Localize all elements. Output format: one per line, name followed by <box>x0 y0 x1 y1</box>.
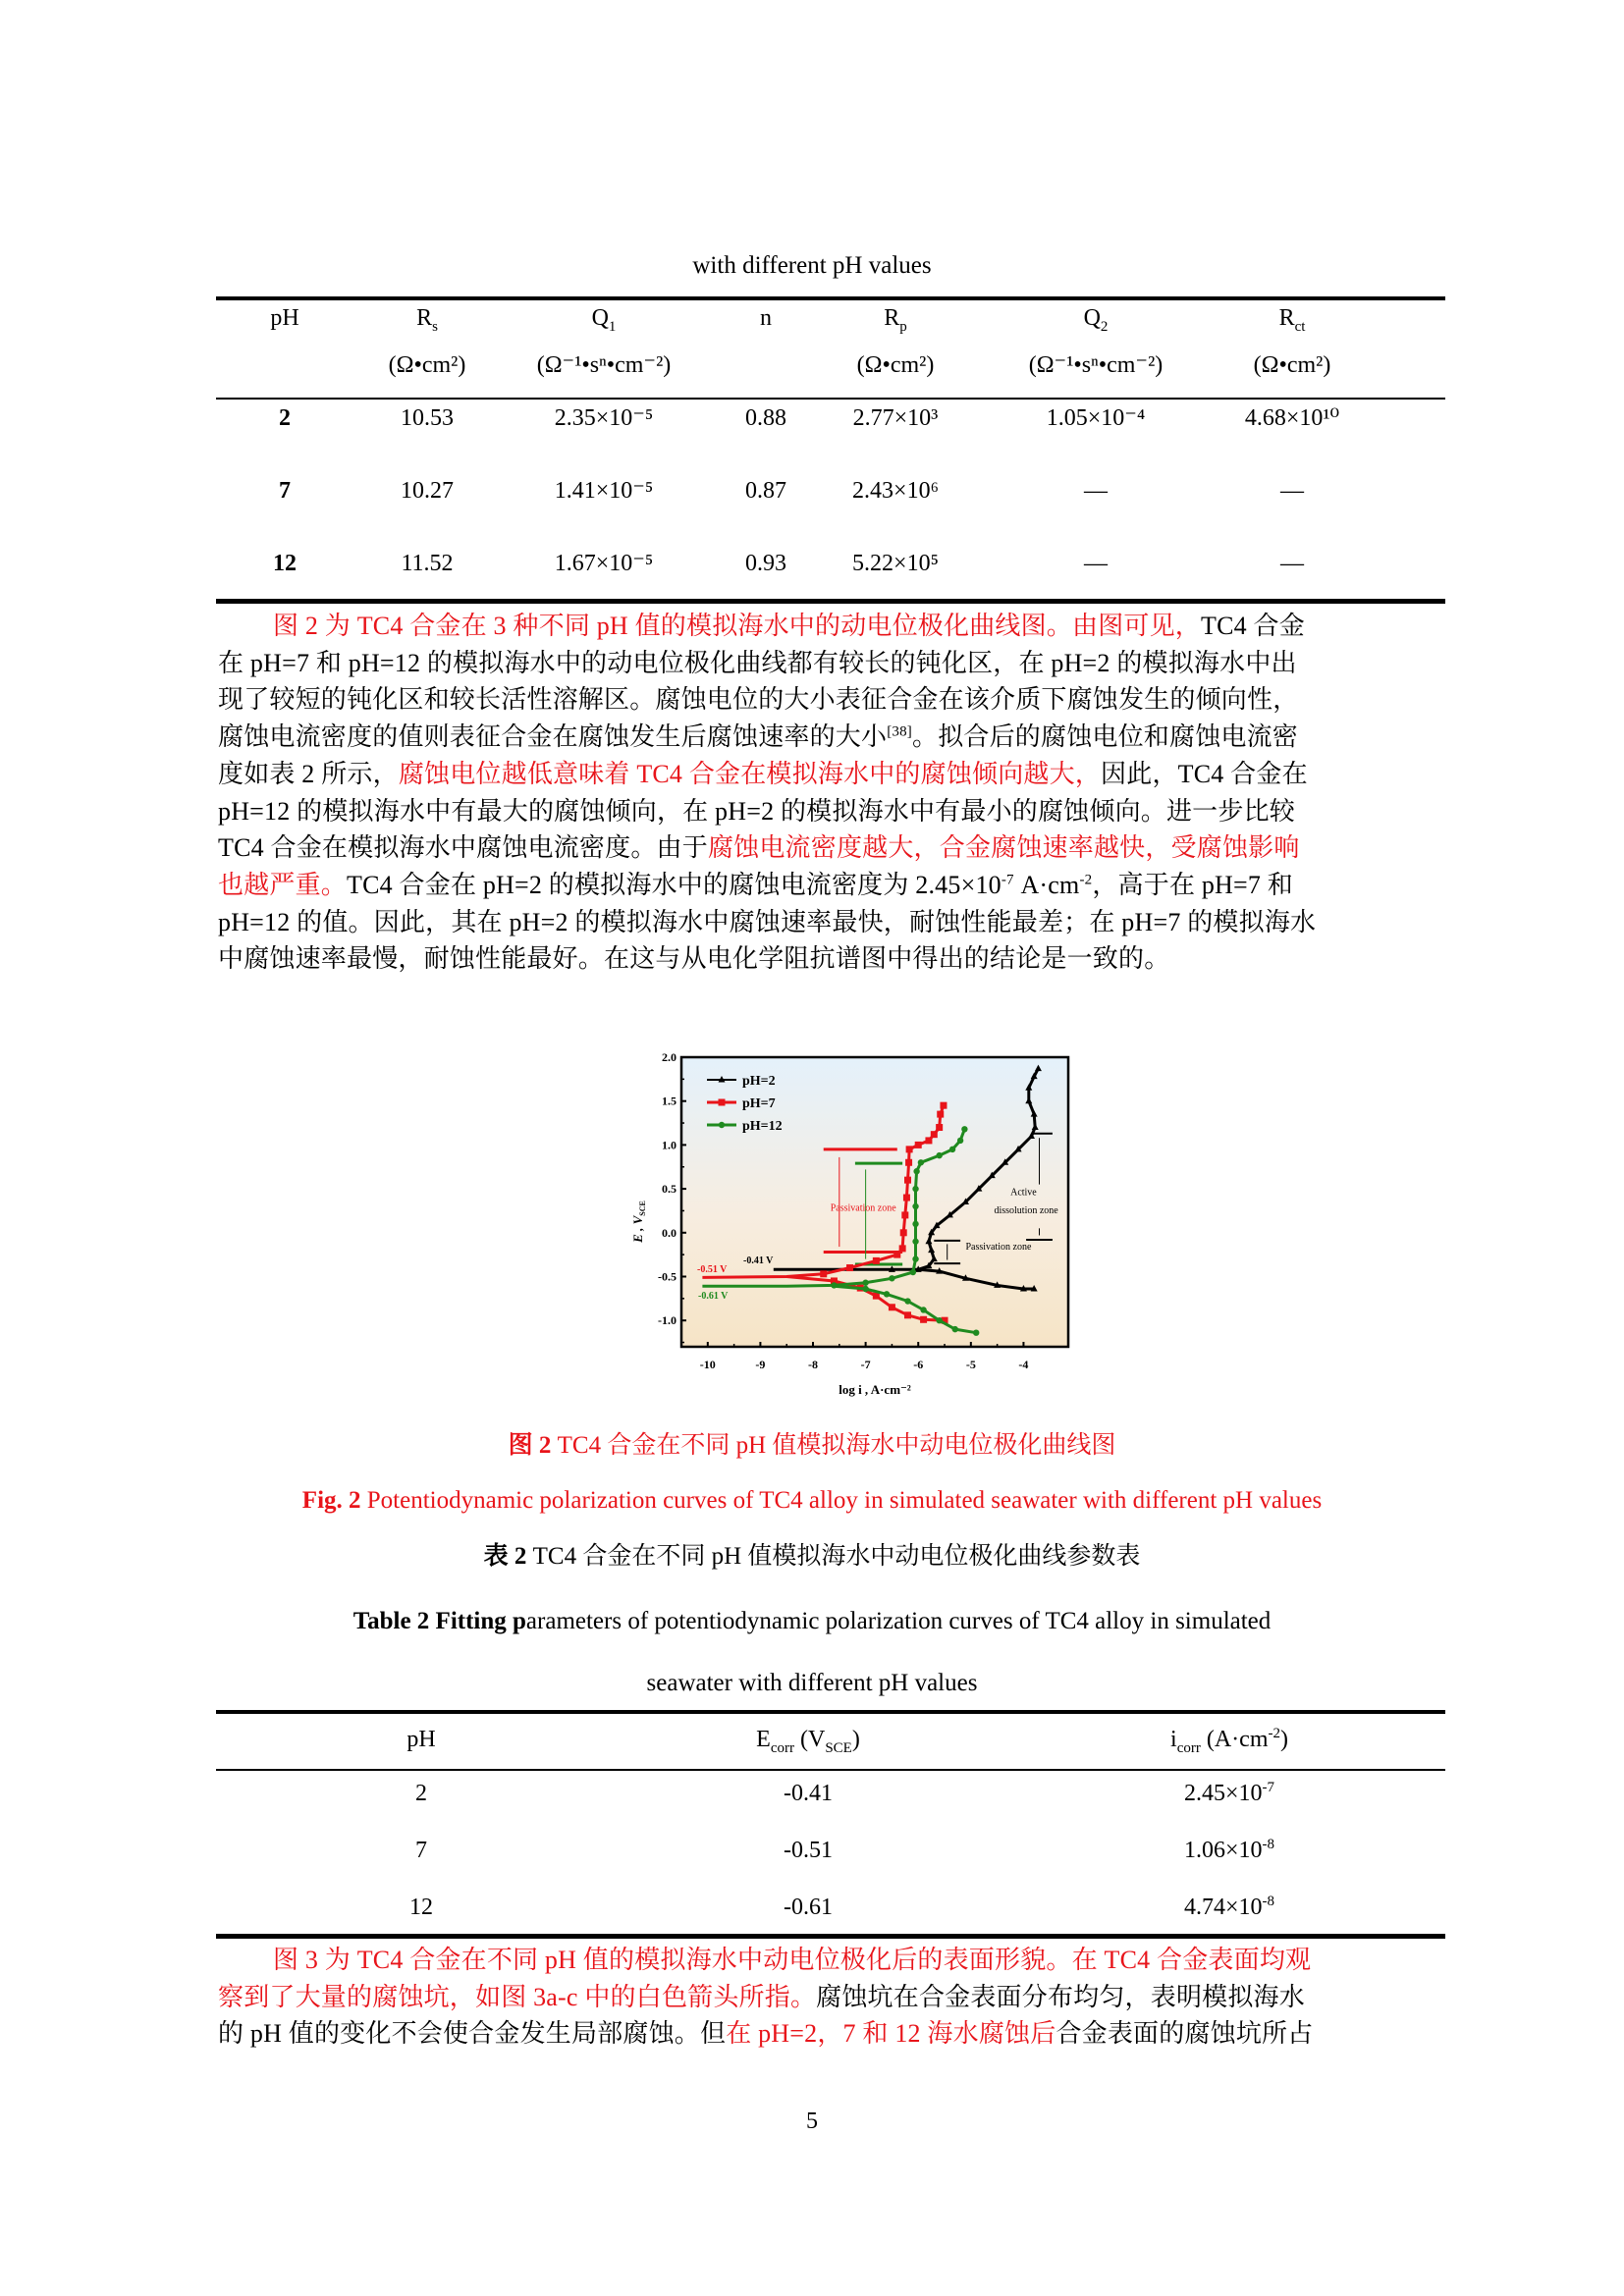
superscript: -2 <box>1079 872 1093 888</box>
data-point-square <box>940 1102 947 1109</box>
table1-cell-rs: 11.52 <box>401 551 454 576</box>
table2-cell-ph: 12 <box>409 1895 433 1920</box>
text-run: A·cm <box>1013 870 1080 899</box>
table2-cell-ph: 2 <box>415 1781 427 1806</box>
data-point-square <box>904 1177 911 1184</box>
table1-cell-q1: 2.35×10⁻⁵ <box>554 405 654 431</box>
table1-cell-ph: 12 <box>273 551 297 576</box>
data-point-square <box>904 1311 911 1318</box>
data-point-circle <box>862 1280 868 1286</box>
table1-bottom-rule <box>216 599 1445 604</box>
table2-caption-en-text: arameters of potentiodynamic polarization curves of TC4 alloy in simulated <box>525 1608 1272 1634</box>
text-run: 的 pH 值的变化不会使合金发生局部腐蚀。但 <box>218 2019 727 2049</box>
table1-header-name: R <box>416 305 433 331</box>
table2-header-unit: (V <box>793 1727 826 1752</box>
table1-header-5 <box>1007 304 1184 335</box>
data-point-circle <box>912 1203 918 1209</box>
passivation-zone-label-left: Passivation zone <box>830 1202 896 1214</box>
data-point-circle <box>952 1326 958 1332</box>
table2-header-0 <box>274 1726 568 1753</box>
paragraph-line <box>218 1983 1445 2012</box>
table2-header-name: E <box>756 1727 771 1752</box>
table1-cell-rct: 4.68×10¹⁰ <box>1244 405 1340 431</box>
paragraph-line <box>218 871 1445 900</box>
table1-cell-q2: — <box>1084 551 1108 576</box>
data-point-square <box>915 1142 922 1148</box>
table1-header-name: R <box>884 305 900 331</box>
table2-caption-en-line1 <box>0 1607 1624 1636</box>
table1-header-name: Q <box>591 305 609 331</box>
table1-cell-rp: 2.43×10⁶ <box>852 478 939 504</box>
x-tick-label: -9 <box>755 1358 766 1371</box>
table1-cell-ph: 7 <box>279 478 291 504</box>
table1-header-1 <box>339 304 515 335</box>
table2-header-rule <box>216 1769 1445 1771</box>
table1-header-sub: 1 <box>608 318 617 335</box>
data-point-square <box>846 1264 853 1271</box>
icorr-base: 1.06×10 <box>1183 1838 1263 1863</box>
table1-header-unit-1: (Ω•cm²) <box>388 352 466 378</box>
legend-label: pH=2 <box>742 1074 776 1089</box>
text-run: 腐蚀坑在合金表面分布均匀，表明模拟海水 <box>816 1982 1305 2011</box>
table1-caption-tail: with different pH values <box>692 252 932 279</box>
data-point-circle <box>831 1282 837 1288</box>
paragraph-line <box>218 2019 1445 2049</box>
text-run: 图 3 为 TC4 合金在不同 pH 值的模拟海水中动电位极化后的表面形貌。在 TC4 合金表面均观 <box>273 1946 1312 1974</box>
paragraph-line <box>218 649 1445 678</box>
icorr-exponent: -7 <box>1262 1780 1275 1795</box>
table1-header-2 <box>515 304 692 335</box>
table1-top-rule <box>216 296 1445 300</box>
passivation-zone-label-right: Passivation zone <box>965 1241 1032 1253</box>
x-tick-label: -6 <box>913 1358 924 1371</box>
figure2-caption-en-prefix: Fig. 2 <box>301 1487 361 1514</box>
paragraph-line <box>273 1946 1500 1975</box>
data-point-circle <box>910 1269 916 1275</box>
figure2-caption-cn-text: TC4 合金在不同 pH 值模拟海水中动电位极化曲线图 <box>551 1432 1116 1459</box>
superscript: [38] <box>887 723 912 740</box>
table2-header-1 <box>661 1726 955 1756</box>
data-point-circle <box>912 1186 918 1192</box>
table2-cell-ecorr: -0.51 <box>784 1838 833 1863</box>
y-tick-label: 2.0 <box>662 1050 677 1064</box>
table1-cell-q1: 1.67×10⁻⁵ <box>554 551 654 576</box>
figure2-caption-cn-prefix: 图 2 <box>508 1432 552 1459</box>
table1-cell-rp: 2.77×10³ <box>852 405 939 431</box>
table1-cell-q2: 1.05×10⁻⁴ <box>1046 405 1146 431</box>
icorr-base: 2.45×10 <box>1183 1781 1263 1806</box>
text-run: 中腐蚀速率最慢，耐蚀性能最好。在这与从电化学阻抗谱图中得出的结论是一致的。 <box>218 944 1170 974</box>
data-point-square <box>936 1124 943 1131</box>
data-point-circle <box>973 1329 979 1335</box>
table2-header-name: pH <box>406 1727 436 1752</box>
y-tick-label: 1.5 <box>662 1094 677 1108</box>
text-run: 现了较短的钝化区和较长活性溶解区。腐蚀电位的大小表征合金在该介质下腐蚀发生的倾向性， <box>218 685 1299 715</box>
data-point-square <box>905 1159 912 1166</box>
text-run: 在 pH=7 和 pH=12 的模拟海水中的动电位极化曲线都有较长的钝化区，在 pH=2 的模拟海水中出 <box>218 648 1297 677</box>
data-point-circle <box>884 1291 890 1297</box>
y-axis-label <box>630 1201 647 1244</box>
table1-header-4 <box>807 304 984 335</box>
table2-bottom-rule <box>216 1934 1445 1939</box>
table1-header-unit-4: (Ω•cm²) <box>856 352 935 378</box>
polarization-chart <box>628 1045 1090 1409</box>
table1-header-6 <box>1204 304 1380 335</box>
icorr-exponent: -8 <box>1262 1894 1275 1909</box>
data-point-square <box>931 1131 938 1138</box>
text-run: TC4 合金 <box>1201 612 1305 640</box>
data-point-square <box>906 1146 913 1152</box>
text-run: 。拟合后的腐蚀电位和腐蚀电流密 <box>912 722 1299 752</box>
table2-cell-icorr <box>1082 1837 1377 1864</box>
ecorr-label-ph7: -0.51 V <box>697 1264 728 1275</box>
table1-header-sub: 2 <box>1100 318 1109 335</box>
paragraph-line <box>273 612 1500 641</box>
y-axis-label-sub: SCE <box>638 1201 647 1216</box>
table1-header-unit-5: (Ω⁻¹•sⁿ•cm⁻²) <box>1028 352 1164 378</box>
data-point-circle <box>961 1126 967 1132</box>
table2-header-unit-sup: -2 <box>1268 1726 1280 1741</box>
table2-cell-icorr <box>1082 1780 1377 1807</box>
text-run: 腐蚀电流密度越大，合金腐蚀速率越快，受腐蚀影响 <box>707 833 1300 863</box>
active-dissolution-label-1: Active <box>1010 1187 1037 1199</box>
table1-cell-rs: 10.27 <box>401 478 454 504</box>
data-point-circle <box>862 1286 868 1292</box>
figure2-caption-cn <box>0 1431 1624 1461</box>
data-point-square <box>920 1316 927 1323</box>
data-point-circle <box>920 1307 926 1312</box>
table1-header-name: n <box>760 305 772 331</box>
text-run: 在 pH=2，7 和 12 海水腐蚀后 <box>726 2019 1056 2049</box>
legend-label: pH=7 <box>742 1096 776 1111</box>
table1-header-sub: ct <box>1294 318 1306 335</box>
text-run: 度如表 2 所示， <box>218 759 399 788</box>
data-point-circle <box>889 1275 894 1281</box>
paragraph-line <box>218 944 1445 974</box>
y-tick-label: 0.0 <box>662 1225 677 1240</box>
text-run: 察到了大量的腐蚀坑，如图 3a-c 中的白色箭头所指。 <box>218 1982 817 2011</box>
x-tick-label: -8 <box>808 1358 819 1371</box>
table1-header-name: R <box>1278 305 1295 331</box>
active-dissolution-label-2: dissolution zone <box>994 1205 1058 1217</box>
data-point-circle <box>912 1239 918 1245</box>
data-point-square <box>925 1137 932 1144</box>
data-point-square <box>873 1257 880 1264</box>
icorr-exponent: -8 <box>1262 1837 1275 1852</box>
data-point-square <box>900 1229 907 1236</box>
data-point-square <box>899 1245 906 1252</box>
table1-header-name: pH <box>270 305 299 331</box>
legend-label: pH=12 <box>742 1119 783 1134</box>
table2-header-sub: corr <box>770 1739 794 1756</box>
table2-caption-en-line2: seawater with different pH values <box>646 1670 978 1696</box>
table2-caption-en-bold: Table 2 Fitting p <box>352 1608 526 1634</box>
table1-cell-q2: — <box>1084 478 1108 504</box>
table2-header-unit-close: ) <box>851 1727 860 1752</box>
table1-header-sub: p <box>899 318 907 335</box>
x-tick-label: -10 <box>699 1358 716 1371</box>
table2-caption-cn-prefix: 表 2 <box>483 1543 527 1570</box>
table1-cell-q1: 1.41×10⁻⁵ <box>554 478 654 504</box>
table2-header-unit-sub: SCE <box>825 1739 852 1756</box>
table1-cell-ph: 2 <box>279 405 291 431</box>
data-point-circle <box>904 1298 910 1304</box>
ecorr-label-ph12: -0.61 V <box>698 1291 729 1302</box>
data-point-circle <box>912 1255 918 1261</box>
data-point-square <box>937 1111 944 1118</box>
x-tick-label: -7 <box>860 1358 871 1371</box>
table2-cell-ecorr: -0.61 <box>784 1895 833 1920</box>
x-axis-label: log i , A·cm⁻² <box>839 1382 911 1397</box>
text-run: ，高于在 pH=7 和 <box>1092 870 1293 899</box>
data-point-circle <box>936 1152 942 1158</box>
x-tick-label: -4 <box>1018 1358 1029 1371</box>
x-tick-label: -5 <box>965 1358 976 1371</box>
table2-caption-cn <box>0 1542 1624 1572</box>
data-point-circle <box>918 1159 924 1165</box>
table2-top-rule <box>216 1710 1445 1714</box>
table1-header-unit-6: (Ω•cm²) <box>1253 352 1331 378</box>
data-point-circle <box>719 1122 725 1128</box>
data-point-circle <box>949 1147 955 1152</box>
table1-cell-n: 0.88 <box>745 405 786 431</box>
y-tick-label: -0.5 <box>658 1269 677 1284</box>
text-run: 合金表面的腐蚀坑所占 <box>1056 2019 1314 2049</box>
paragraph-line <box>218 908 1445 937</box>
paragraph-line <box>218 685 1445 715</box>
table1-cell-rs: 10.53 <box>401 405 454 431</box>
table1-header-rule <box>216 398 1445 400</box>
y-axis-label-main: E , V <box>630 1215 645 1243</box>
y-tick-label: 1.0 <box>662 1138 677 1152</box>
figure2-caption-en-text: Potentiodynamic polarization curves of TC4 alloy in simulated seawater with different pH values <box>360 1487 1323 1514</box>
data-point-square <box>901 1211 908 1218</box>
table2-header-unit-close: ) <box>1279 1727 1288 1752</box>
text-run: pH=12 的模拟海水中有最大的腐蚀倾向，在 pH=2 的模拟海水中有最小的腐蚀倾向。进一步比较 <box>218 796 1295 826</box>
figure2-caption-en <box>0 1486 1624 1516</box>
data-point-circle <box>913 1168 919 1174</box>
data-point-circle <box>912 1221 918 1227</box>
superscript: -7 <box>1001 872 1014 888</box>
paragraph-line <box>218 760 1445 789</box>
table2-caption-cn-text: TC4 合金在不同 pH 值模拟海水中动电位极化曲线参数表 <box>526 1543 1141 1570</box>
data-point-square <box>889 1304 895 1310</box>
data-point-circle <box>957 1138 963 1144</box>
text-run: pH=12 的值。因此，其在 pH=2 的模拟海水中腐蚀速率最快，耐蚀性能最差；在 pH=7 的模拟海水 <box>218 907 1317 936</box>
table1-header-unit-2: (Ω⁻¹•sⁿ•cm⁻²) <box>536 352 672 378</box>
table1-cell-rp: 5.22×10⁵ <box>852 551 939 576</box>
table2-cell-ecorr: -0.41 <box>784 1781 833 1806</box>
table2-header-name: i <box>1170 1727 1177 1752</box>
table2-cell-icorr <box>1082 1894 1377 1921</box>
data-point-circle <box>936 1317 942 1323</box>
text-run: 因此，TC4 合金在 <box>1101 759 1308 788</box>
table2-header-unit: (A·cm <box>1200 1727 1269 1752</box>
table1-header-name: Q <box>1083 305 1101 331</box>
table1-header-sub: s <box>432 318 438 335</box>
text-run: TC4 合金在 pH=2 的模拟海水中的腐蚀电流密度为 2.45×10 <box>347 870 1001 899</box>
text-run: 图 2 为 TC4 合金在 3 种不同 pH 值的模拟海水中的动电位极化曲线图。由图可见， <box>273 612 1202 640</box>
table1-cell-rct: — <box>1280 551 1304 576</box>
y-tick-label: -1.0 <box>658 1313 677 1328</box>
paragraph-line <box>218 833 1445 863</box>
table2-header-2 <box>1082 1726 1377 1756</box>
table2-header-sub: corr <box>1176 1739 1201 1756</box>
table2-cell-ph: 7 <box>415 1838 427 1863</box>
text-run: TC4 合金在模拟海水中腐蚀电流密度。由于 <box>218 833 708 863</box>
text-run: 腐蚀电位越低意味着 TC4 合金在模拟海水中的腐蚀倾向越大， <box>398 759 1102 788</box>
data-point-square <box>903 1195 910 1201</box>
table1-cell-rct: — <box>1280 478 1304 504</box>
paragraph-line <box>218 797 1445 827</box>
data-point-square <box>719 1099 726 1106</box>
icorr-base: 4.74×10 <box>1183 1895 1263 1920</box>
text-run: 也越严重。 <box>218 870 348 899</box>
table1-cell-n: 0.93 <box>745 551 786 576</box>
paragraph-line <box>218 722 1445 752</box>
page-number: 5 <box>806 2109 818 2134</box>
y-tick-label: 0.5 <box>662 1182 677 1197</box>
text-run: 腐蚀电流密度的值则表征合金在腐蚀发生后腐蚀速率的大小 <box>218 722 888 752</box>
data-point-square <box>893 1252 900 1258</box>
table1-cell-n: 0.87 <box>745 478 786 504</box>
data-point-square <box>820 1270 827 1277</box>
ecorr-label-ph2: -0.41 V <box>743 1255 774 1266</box>
